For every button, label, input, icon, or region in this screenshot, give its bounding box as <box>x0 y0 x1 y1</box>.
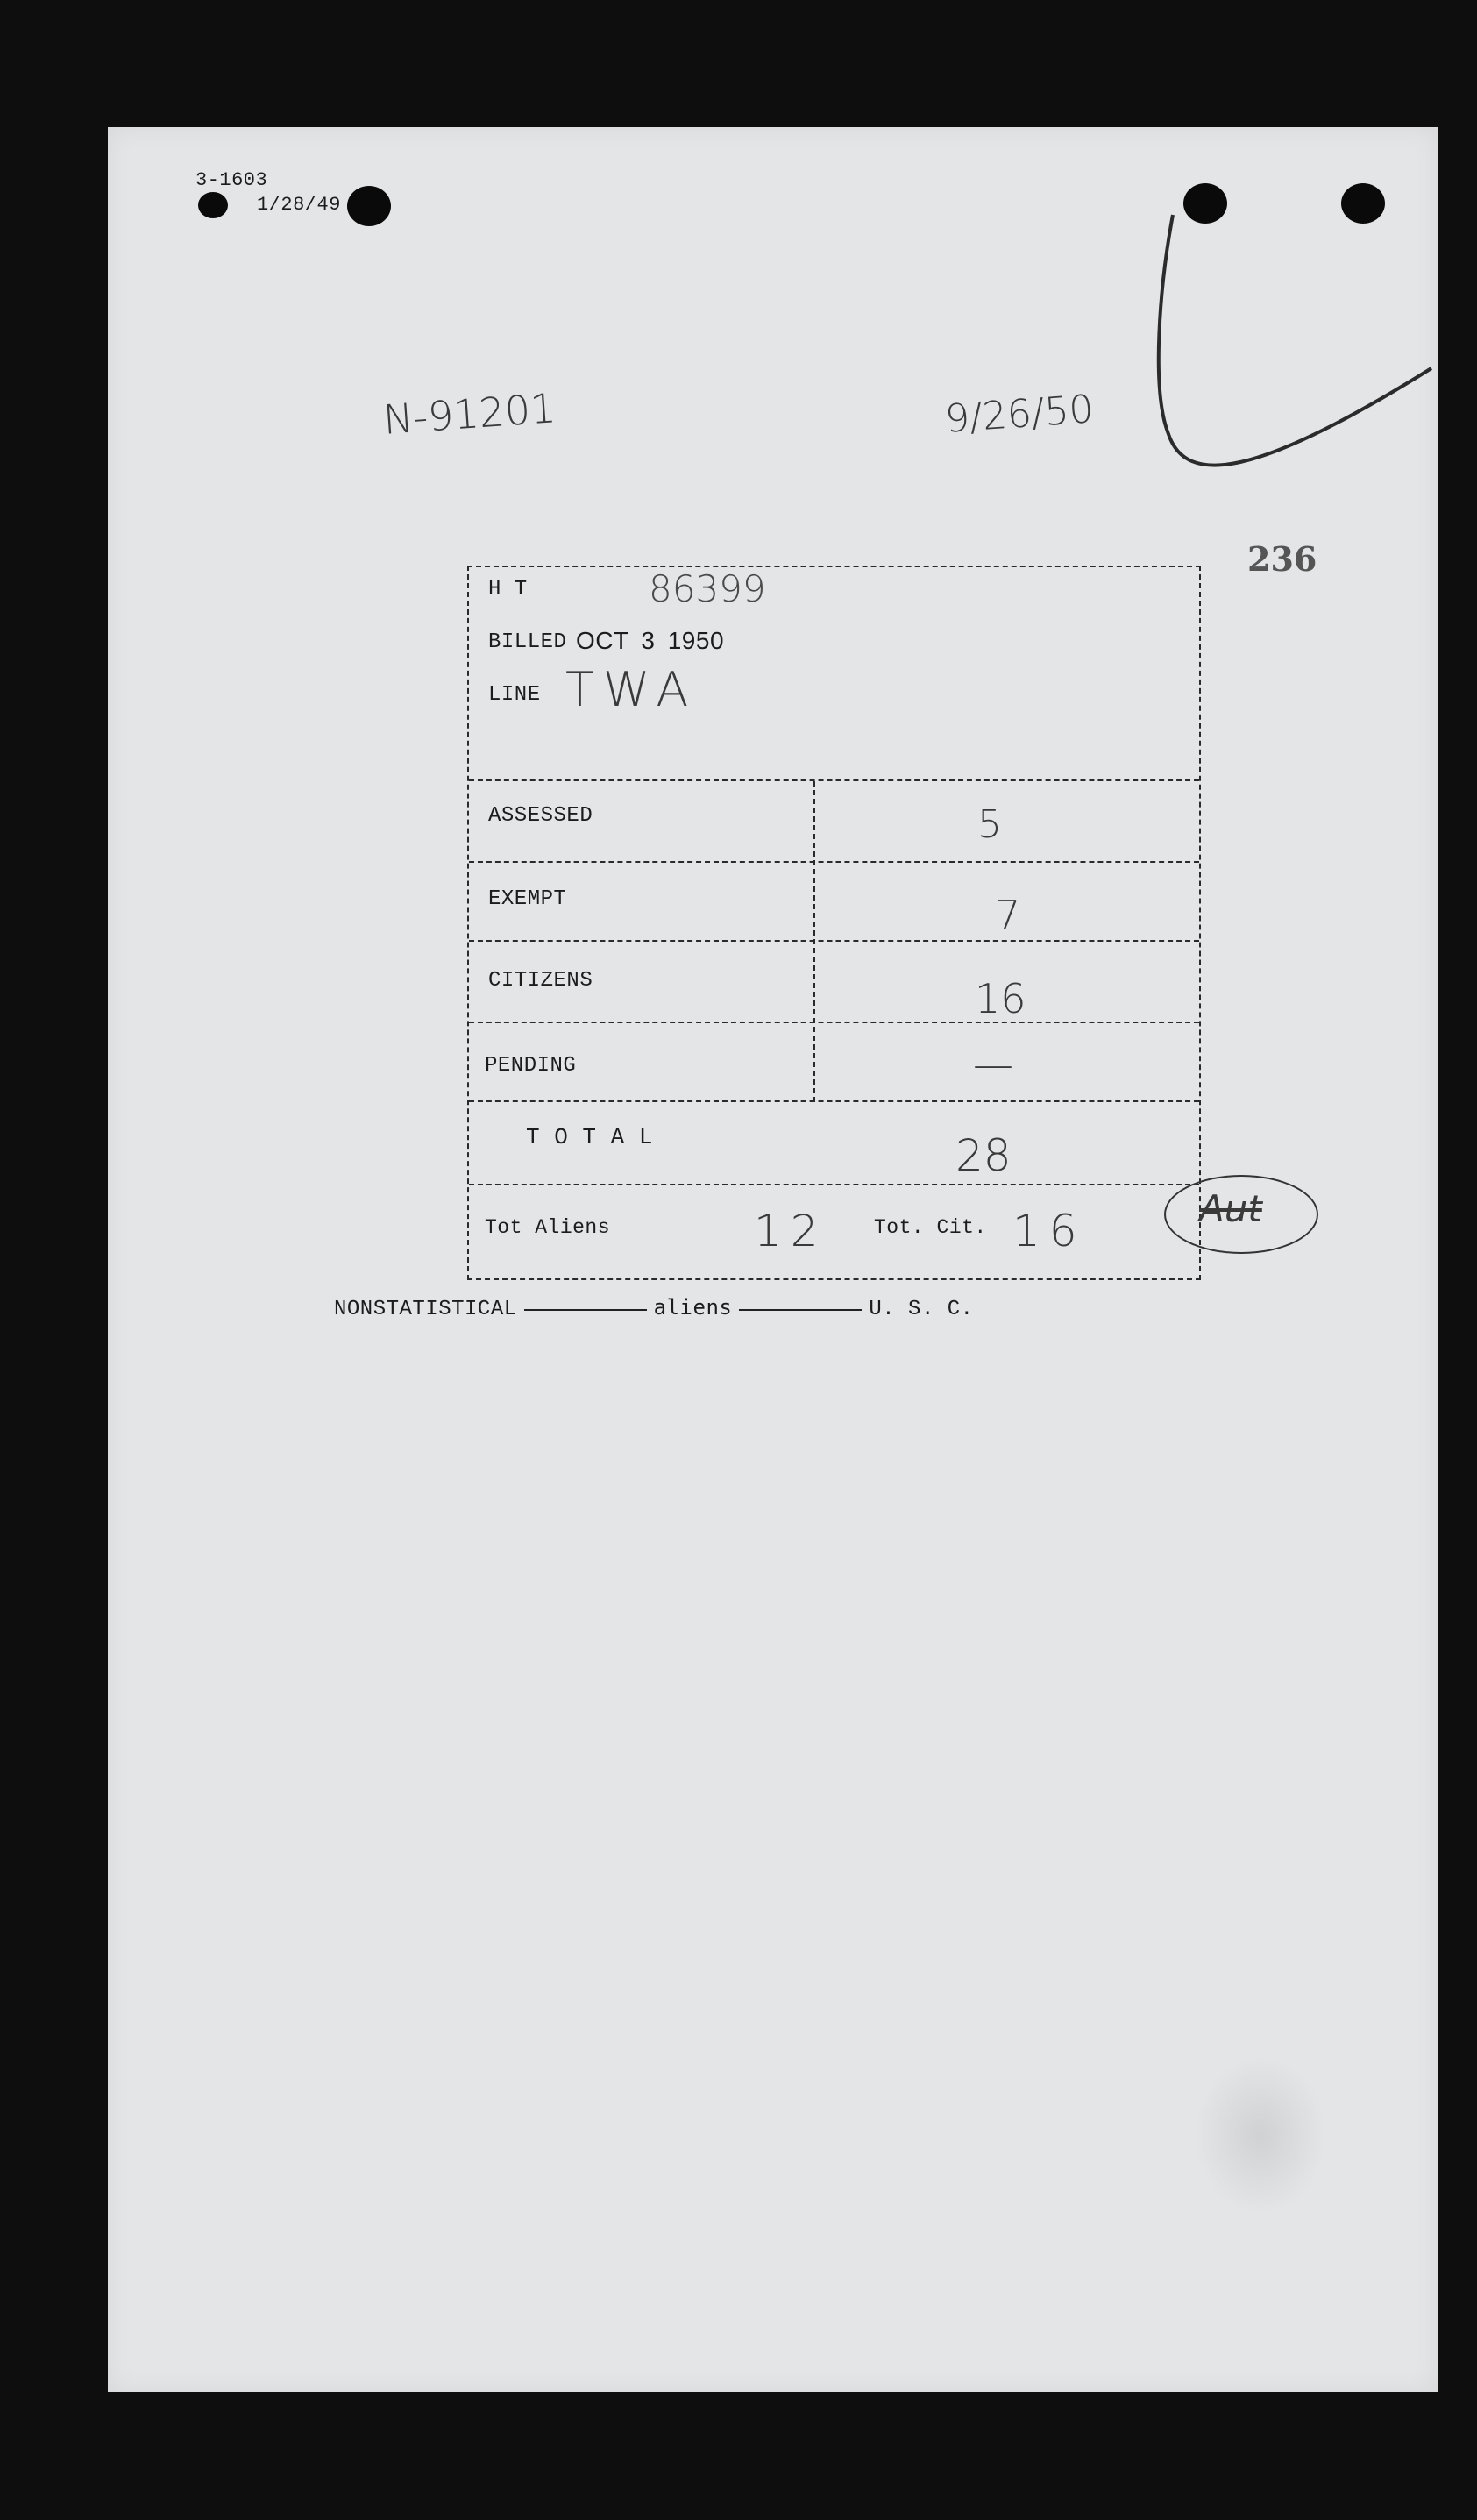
punch-hole-small <box>198 192 228 218</box>
divider <box>469 1184 1199 1185</box>
divider <box>469 779 1199 781</box>
page-number: 236 <box>1247 539 1317 579</box>
tot-cit-label: Tot. Cit. <box>874 1216 987 1239</box>
ht-label: H T <box>488 578 528 602</box>
total-label: T O T A L <box>526 1124 653 1150</box>
handwritten-date: 9/26/50 <box>943 387 1096 442</box>
punch-hole-left <box>347 186 391 226</box>
nonstatistical-usc-blank <box>739 1309 862 1311</box>
divider <box>469 1022 1199 1023</box>
billed-value: OCT 3 1950 <box>576 627 725 654</box>
citizens-value: 16 <box>975 975 1026 1022</box>
initials-stamp <box>1164 1175 1318 1254</box>
tot-cit-value: 16 <box>1012 1206 1086 1256</box>
exempt-value: 7 <box>995 892 1021 939</box>
column-divider <box>813 781 815 1102</box>
assessed-label: ASSESSED <box>488 804 593 828</box>
form-date: 1/28/49 <box>257 194 341 216</box>
billed-label: BILLED <box>488 630 567 654</box>
document-sheet <box>108 127 1438 2392</box>
pen-stroke <box>1116 206 1440 557</box>
aliens-label: aliens <box>653 1295 733 1320</box>
line-label: LINE <box>488 683 541 707</box>
pending-label: PENDING <box>485 1054 577 1078</box>
file-number: N-91201 <box>381 384 557 444</box>
form-number: 3-1603 <box>195 169 268 191</box>
initials: Aut <box>1199 1187 1262 1230</box>
nonstatistical-line <box>334 1295 974 1321</box>
citizens-label: CITIZENS <box>488 969 593 993</box>
divider <box>469 861 1199 863</box>
line-value: TWA <box>565 662 698 717</box>
pending-value: — <box>973 1041 1013 1088</box>
smudge <box>1195 2056 1326 2214</box>
divider <box>469 940 1199 942</box>
ht-value: 86399 <box>649 567 766 610</box>
record-form <box>467 566 1201 1280</box>
exempt-label: EXEMPT <box>488 887 567 911</box>
total-value: 28 <box>955 1130 1012 1181</box>
tot-aliens-value: 12 <box>754 1206 827 1256</box>
assessed-value: 5 <box>977 802 1002 847</box>
usc-label: U. S. C. <box>869 1298 974 1321</box>
nonstatistical-aliens-blank <box>524 1309 647 1311</box>
nonstatistical-label: NONSTATISTICAL <box>334 1298 517 1321</box>
tot-aliens-label: Tot Aliens <box>485 1216 611 1239</box>
divider <box>469 1100 1199 1102</box>
